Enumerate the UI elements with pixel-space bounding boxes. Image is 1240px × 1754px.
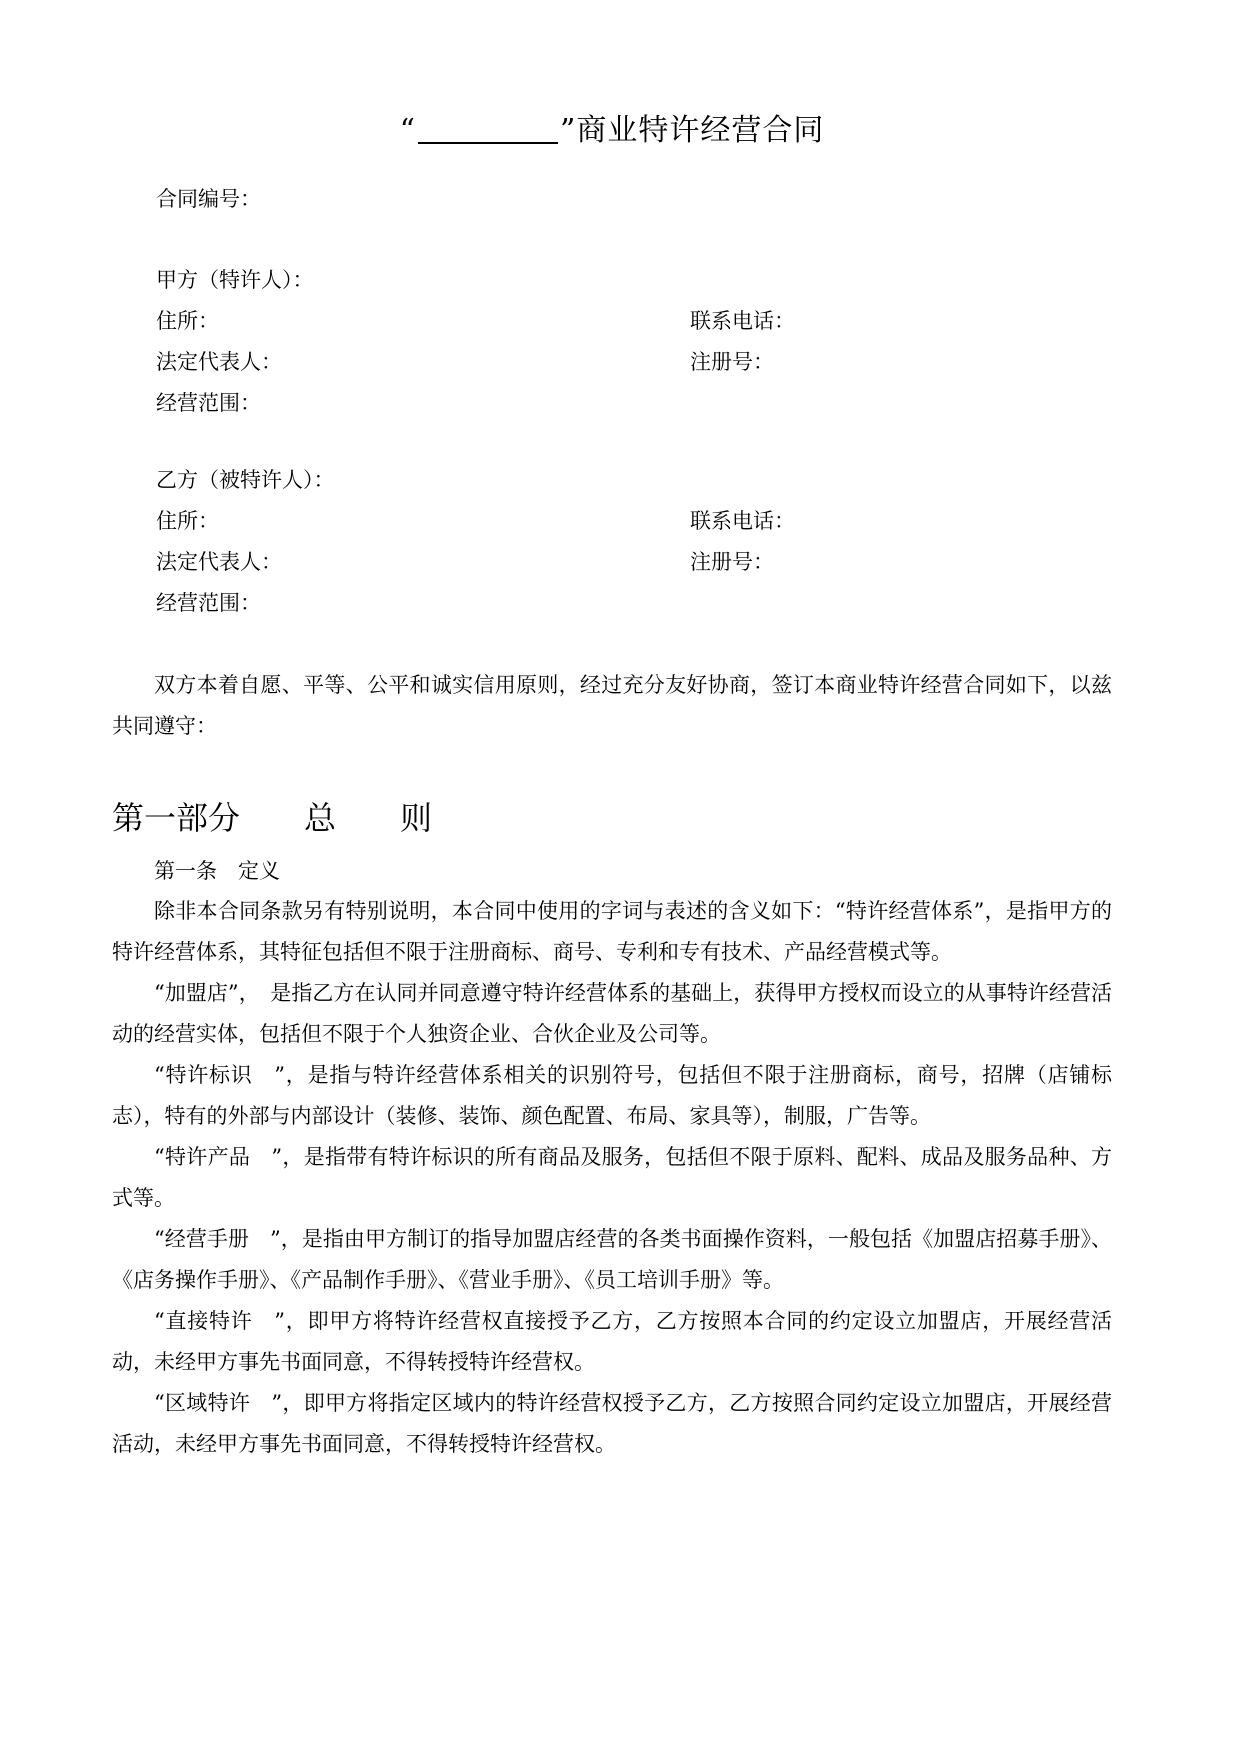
party-b-heading-row [112, 460, 1112, 501]
party-b-reg-no-label: 注册号： [690, 549, 774, 574]
party-b-business-scope-row [112, 583, 1112, 624]
contract-number-label: 合同编号： [156, 187, 261, 211]
party-a-address-row [112, 301, 1112, 342]
party-b-legal-rep-label: 法定代表人： [156, 549, 282, 574]
party-b-address-label: 住所： [156, 508, 219, 533]
party-a-business-scope-label: 经营范围： [156, 390, 261, 415]
party-information-block [112, 179, 1112, 623]
party-b-legal-rep-row [112, 542, 1112, 583]
preamble-paragraph: 双方本着自愿、平等、公平和诚实信用原则，经过充分友好协商，签订本商业特许经营合同如下，以兹共同遵守： [112, 673, 1112, 739]
contract-number-row [112, 179, 1112, 220]
spacer-between-parties [112, 424, 1112, 460]
party-a-heading-row [112, 260, 1112, 301]
spacer-after-contract-number [112, 220, 1112, 260]
definition-paragraph-direct-franchise: “直接特许 ”，即甲方将特许经营权直接授予乙方，乙方按照本合同的约定设立加盟店，开展经营活动，未经甲方事先书面同意，不得转授特许经营权。 [112, 1308, 1112, 1374]
definition-paragraph-franchise-product: “特许产品 ”，是指带有特许标识的所有商品及服务，包括但不限于原料、配料、成品及服务品种、方式等。 [112, 1145, 1112, 1210]
definition-paragraph-operation-manual: “经营手册 ”，是指由甲方制订的指导加盟店经营的各类书面操作资料，一般包括《加盟店招募手册》、《店务操作手册》、《产品制作手册》、《营业手册》、《员工培训手册》等。 [112, 1226, 1112, 1292]
party-a-legal-rep-row [112, 342, 1112, 383]
party-a-business-scope-row [112, 383, 1112, 424]
part-one-heading: 第一部分 总 则 [112, 799, 433, 838]
party-b-business-scope-label: 经营范围： [156, 590, 261, 615]
party-a-address-label: 住所： [156, 308, 219, 333]
party-a-phone-label: 联系电话： [690, 308, 795, 333]
title-open-quote: “ [399, 113, 416, 148]
party-a-reg-no-label: 注册号： [690, 349, 774, 374]
definition-paragraph-franchise-store: “加盟店”， 是指乙方在认同并同意遵守特许经营体系的基础上，获得甲方授权而设立的从事特许经营活动的经营实体，包括但不限于个人独资企业、合伙企业及公司等。 [112, 981, 1112, 1047]
party-b-phone-label: 联系电话： [690, 508, 795, 533]
page-title [112, 108, 1112, 153]
title-fill-blank [418, 142, 558, 144]
definition-paragraph-system: 除非本合同条款另有特别说明，本合同中使用的字词与表述的含义如下：“特许经营体系”，是指甲方的特许经营体系，其特征包括但不限于注册商标、商号、专利和专有技术、产品经营模式等。 [112, 899, 1112, 965]
party-b-address-row [112, 501, 1112, 542]
party-a-legal-rep-label: 法定代表人： [156, 349, 282, 374]
party-a-heading: 甲方（特许人）： [156, 267, 314, 292]
definition-paragraph-franchise-mark: “特许标识 ”，是指与特许经营体系相关的识别符号，包括但不限于注册商标，商号，招牌（店铺标志），特有的外部与内部设计（装修、装饰、颜色配置、布局、家具等），制服，广告等。 [112, 1063, 1112, 1129]
title-main-text: ”商业特许经营合同 [560, 113, 825, 148]
definition-paragraph-regional-franchise: “区域特许 ”，即甲方将指定区域内的特许经营权授予乙方，乙方按照合同约定设立加盟店，开展经营活动，未经甲方事先书面同意，不得转授特许经营权。 [112, 1390, 1112, 1456]
party-b-heading: 乙方（被特许人）： [156, 467, 335, 492]
article-one-heading: 第一条 定义 [154, 858, 280, 883]
